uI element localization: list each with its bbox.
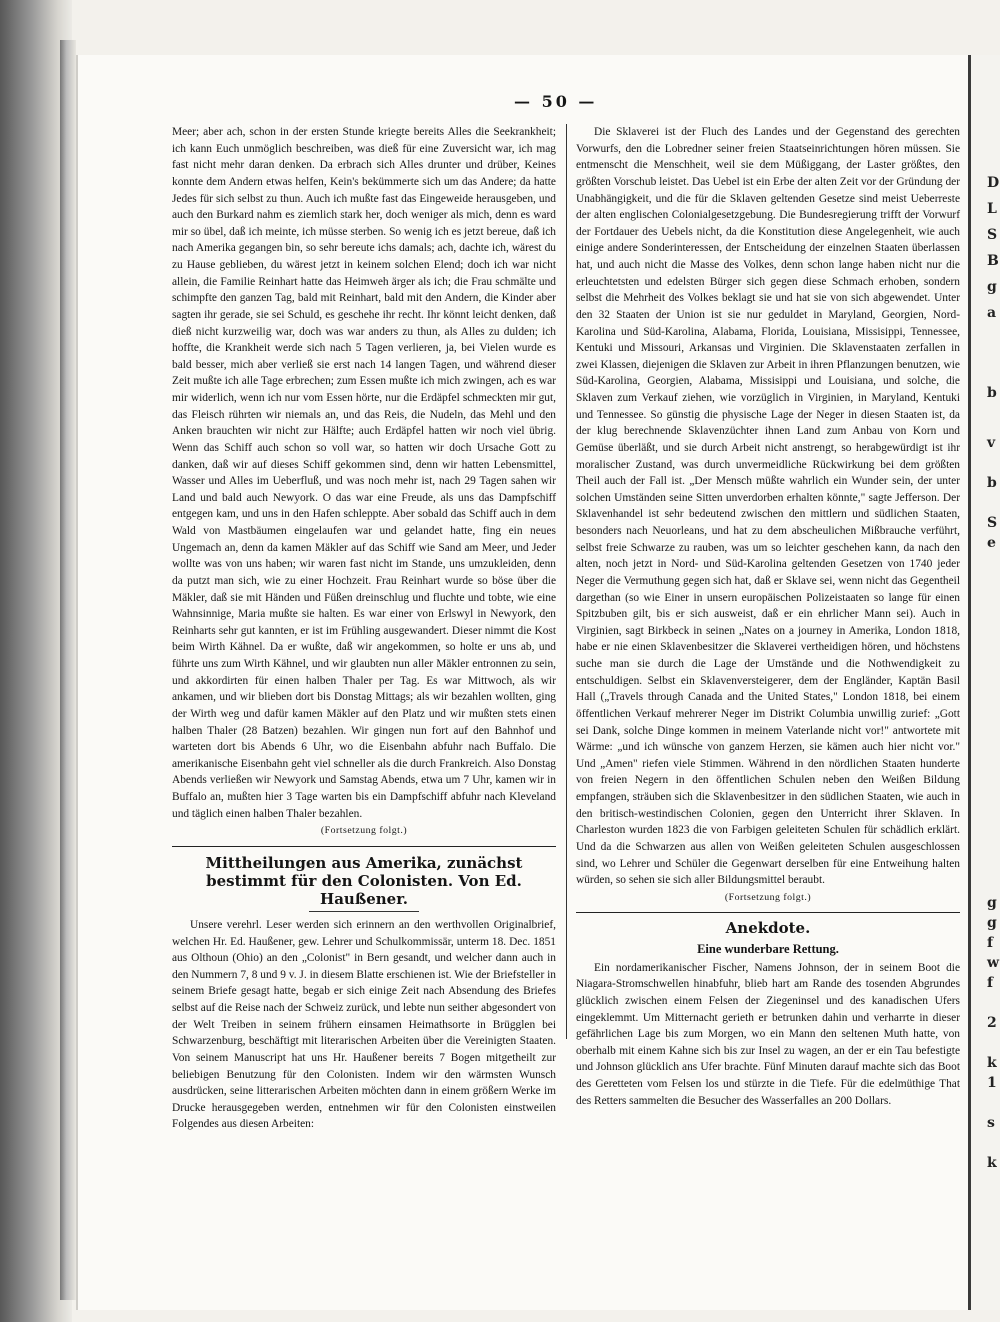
strip-letter: f bbox=[987, 975, 994, 991]
slavery-paragraph: Die Sklaverei ist der Fluch des Landes und der Gegenstand des gerechten Vorwurfs, den die Lobredner seiner freien Staatseinrichtungen hören müssen. Sie entmenscht die Menschheit, weil sie dem Müßiggang, der Laster größtes, den größten Vorschub leistet. Das Uebel ist ein Erbe der alten Zeit vor der Gründung der Unabhängigkeit, und die für die Sklaven geltenden Gesetze sind meist Ueberreste der alten englischen Colonialgesetzgebung. Die Bundesregierung trifft der Vorwurf der Fortdauer des Uebels nicht, da die Konstitution diese Angelegenheit, wie auch einige andere Sonderinteressen, der Entscheidung der einzelnen Staaten überlassen hat, und auch nicht die Masse des Volkes, denn schon lange haben nicht nur die erleuchtetsten und edelsten Bürger sich gegen diese Schmach erhoben, sondern selbst die Mehrheit des Volkes beklagt sie und hat sie von sich abgewendet. Unter den 32 Staaten der Union ist sie nur geduldet in Maryland, Georgien, Nord-Karolina und Süd-Karolina, Alabama, Florida, Louisiana, Missisippi, Tennessee, Kentuki und Missouri, Arkansas und Virginien. Die Sklavenstaaten zerfallen in zwei Klassen, diejenigen die Sklaven zur Arbeit in ihren Pflanzungen benutzen, wie Süd-Karolina, Georgien, Alabama, Missisippi und Louisiana, und solche, die Sklaven zum Verkauf ziehen, wie vorzüglich in Virginien, in Maryland, Kentuki und Tennessee. So günstig die physische Lage der Neger in diesen Staaten ist, da der klug berechnende Sklavenzüchter ihnen Land zum Anbau von Korn und Gemüse überläßt, und sie durch Arbeit nicht anstrengt, so herabgewürdigt ist ihr moralischer Zustand, was durch unvermeidliche Rückwirkung bei dem größten Theil auch der Fall ist. „Der Mensch müßte wahrlich ein Wunder sein, der unter solchen Umständen seine Sitten unverdorben erhalten könnte," sagte Jefferson. Der Sklavenhandel ist sehr bedeutend zwischen den mittlern und südlichen Staaten, besonders nach Neuorleans, und hat zu dem abscheulichen Mißbrauche verführt, selbst freie Schwarze zu rauben, was um so leichter geschehen kann, da nach den alten, noch jetzt in Nord- und Süd-Karolina geltenden Gesetzen von 1740 jeder Neger die Vermuthung gegen sich hat, daß er Sklave sei, wenn nicht das Gegentheil dargethan (so wie Einer in unsern europäischen Polizeistaaten so lange für einen Spitzbuben gilt, bis er sich ausweist, daß er ein ehrlicher Mann sei). Auch in Virginien, sagt Birkbeck in seinen „Nates on a journey in Amerika, London 1818, habe er nie einen Sklavenbesitzer die Sklaverei vertheidigen hören, und höchstens suche man sie durch die Lage der Umstände und die Nothwendigkeit zu entschuldigen. Selbst ein Sklavenversteigerer, dem der Engländer, Kaptän Basil Hall („Travels through Canada and the United States," London 1818, bei einem öffentlichen Verkauf mehrerer Neger im Distrikt Columbia unwillig zurief: „Gott sei Dank, solche Dinge kommen in meinem Vaterlande nicht vor!" antwortete mit Wärme: „und ich wünsche von ganzem Herzen, sie kämen auch hier nicht vor." Und „Amen" riefen viele Stimmen. Während in den nördlichen Staaten hunderte von freien Negern in den öffentlichen Schulen neben den Weißen Bildung empfangen, sträuben sich die Sklavenbesitzer in den südlichen Staaten, wie auch in den britisch-westindischen Colonien, gegen den Unterricht ihrer Sklaven. In Charleston wurden 1823 die von Farbigen geleiteten Schulen für schädlich erklärt. Und da die Schwarzen aus allen von Weißen geleiteten Schulen ausgeschlossen sind, wo Lehrer und Schüler die Gegenwart derselben für eine Entweihung halten würden, so sehen sie sich aller Bildungsmittel beraubt. bbox=[576, 126, 960, 887]
strip-letter: f bbox=[987, 935, 994, 951]
article-paragraph: Unsere verehrl. Leser werden sich erinnern an den werthvollen Originalbrief, welchen Hr. Ed. Haußener, gew. Lehrer und Schulkommissär, unterm 18. Dec. 1851 aus Olthoun (Ohio) an den „Colonist" in Bern gesandt, und welcher dann auch in den Nummern 7, 8 und 9 v. J. in diesem Blatte erschienen ist. Wie der Briefsteller in seinem Briefe gesagt hatte, begab er sich einige Zeit nach Absendung des Briefes selbst auf die Reise nach der Schweiz zurück, und lebte nun seither abgesondert von der Welt Treiben in seinem frühern einsamen Heimathsorte in Brügglen bei Schwarzenburg, beschäftigt mit literarischen Arbeiten über die Vereinigten Staaten. Von seinem Manuscript hat uns Hr. Haußener bereits 7 Bogen mitgetheilt zur beliebigen Benutzung für den Colonisten. Indem wir den wärmsten Wunsch ausdrücken, seine litterarischen Arbeiten möchten dann in einem größern Werke im Drucke herausgegeben werden, entnehmen wir für den Colonisten einstweilen Folgendes aus diesen Arbeiten: bbox=[172, 918, 556, 1131]
strip-letter: b bbox=[987, 385, 997, 401]
page-number: — 50 — bbox=[514, 92, 598, 111]
strip-letter: g bbox=[987, 915, 997, 931]
strip-letter: 2 bbox=[987, 1015, 997, 1031]
continuation-note: (Fortsetzung folgt.) bbox=[320, 825, 408, 837]
article-title: Mittheilungen aus Amerika, zunächst bestimmt für den Colonisten. Von Ed. Haußener. bbox=[205, 853, 523, 908]
continuation-note: (Fortsetzung folgt.) bbox=[724, 891, 812, 903]
strip-letter: k bbox=[987, 1055, 997, 1071]
strip-letter: D bbox=[987, 175, 1000, 191]
strip-letter: s bbox=[987, 1115, 995, 1131]
letter-paragraph: Meer; aber ach, schon in der ersten Stunde kriegte bereits Alles die Seekrankheit; ich kann Euch unmöglich beschreiben, was dieß für eine Zuversicht war, ich mag fast nicht mehr daran denken. Da erbrach sich Alles drunter und drüber, Keines konnte dem Andern etwas helfen, Kein's bekümmerte sich um das Andere; da hatte Jedes für sich selbst zu thun. Auch ich mußte fast das Eingeweide herausgeben, und auch den Burkard nahm es ziemlich stark her, doch weniger als mich, denn es ward mir so übel, daß ich meinte, ich müsse sterben. So wenig ich es jetzt bereue, daß ich nach Amerika gegangen bin, so sehr bereute ichs damals; ach, dachte ich, wärest du zu Hause geblieben, du wärest jetzt in keinem solchen Elend; doch ich war nicht allein, die Familie Reinhart hatte das Heimweh ärger als ich; die Frau schmälte und schimpfte den ganzen Tag, bald mit Reinhart, bald mit den Andern, die Kinder aber sagten ihr gerade, sie sei Schuld, es geschehe ihr recht. Ihr könnt leicht denken, daß dieß nicht kurzweilig war, doch was war anders zu thun, als Alles zu dulden; ich hoffte, die Krankheit werde sich nach 5 Tagen verlieren, ja, bei Vielen wurde es bald besser, mich aber verließ sie erst nach 14 langen Tagen, und während dieser Zeit mußte ich alle Tage erbrechen; zum Essen mußte ich mich zwingen, ach es war mir widerlich, wenn ich nur vom Essen hörte, nur die Erdäpfel schmeckten mir gut, das Fleisch rührten wir niemals an, und das Reis, die Nudeln, das Mehl und den Anken brauchten wir nicht zur Hälfte; auch Erdäpfel hatten wir noch viel übrig. Wenn das Schiff auch schon so voll war, so hatten wir doch Ursache Gott zu danken, daß wir auf dieses Schiff gekommen sind, denn wir hatten Lebensmittel, Wasser und Alles im Ueberfluß, und was noch mehr ist, nach 29 Tagen sahen wir Land und bald auch Newyork. O das war eine Freude, als uns das Dampfschiff entgegen kam, und uns in den Hafen schleppte. Aber sobald das Schiff auch in dem Wald von Mastbäumen eingelaufen war und gelandet hatte, fing ein neues Ungemach an, denn da kamen Mäkler auf das Schiff wie Sand am Meer, und Jeder wollte was von uns haben; wir waren fast nicht im Stande, uns umzukleiden, denn da putzt man sich, wie zu einer Hochzeit. Frau Reinhart wurde so böse über die Mäkler, daß sie mit Händen und Füßen dreinschlug und fluchte und tobte, wie eine Wahnsinnige, Maria mußte sie halten. Es war einer von Erlswyl in Newyork, den Reinharts sehr gut kannten, er ist im Frühling ausgewandert. Dieser nimmt die Kost beim Wirth Kähnel. Da er wußte, daß wir angekommen, so holte er uns ab, und führte uns zum Wirth Kähnel, und wir glaubten nun aller Mäkler entronnen zu sein, und akkordirten für einen halben Thaler per Tag. Es war Mittwoch, als wir ankamen, und wir blieben dort bis Donstag Mittags; als wir bezahlen wollten, ging der Wirth weg und dafür kamen Mäkler auf den Platz und wir mußten stets einen halben Thaler (28 Batzen) bezahlen. Wir gingen nun fort auf den Bahnhof und warteten dort bis Abends 6 Uhr, wo die Eisenbahn abfuhr nach Buffalo. Die amerikanische Eisenbahn geht viel schneller als die durch Frankreich. Also Donstag Abends verließen wir Newyork und Samstag Abends, etwa um 7 Uhr, kamen wir in Buffalo an, mußten hier 3 Tage warten bis ein Dampfschiff abfuhr nach Kleveland und täglich einen halben Thaler bezahlen. bbox=[172, 126, 556, 820]
right-column bbox=[576, 124, 960, 1109]
adjacent-page-strip bbox=[968, 55, 1000, 1310]
column-divider bbox=[566, 124, 567, 1039]
strip-letter: g bbox=[987, 279, 997, 295]
strip-letter: S bbox=[987, 515, 998, 531]
section-divider bbox=[576, 912, 960, 913]
anecdote-paragraph: Ein nordamerikanischer Fischer, Namens Johnson, der in seinem Boot die Niagara-Stromschwellen hinabfuhr, blieb hart am Rande des tosenden Abgrundes glücklich zwischen einem Felsen der Ziegeninsel und des kanadischen Ufers eingeklemmt. Um Mitternacht gerieth er betrunken dahin und verharrte in dieser gefährlichen Lage bis zum Morgen, wo ein Mann den seltenen Muth hatte, von oberhalb mit einem Kahne sich bis zur Insel zu wagen, an der er ein Tau befestigte und Johnson glücklich ans Ufer brachte. Fünf Minuten darauf machte sich das Boot des Geretteten vom Felsen los und stürzte in die Tiefe. Für die edelmüthige That des Retters sammelten die Besucher des Wasserfalles an 200 Dollars. bbox=[576, 961, 960, 1107]
strip-letter: g bbox=[987, 895, 997, 911]
strip-letter: S bbox=[987, 227, 998, 243]
strip-letter: a bbox=[987, 305, 997, 321]
strip-letter: b bbox=[987, 475, 997, 491]
page-edge bbox=[60, 40, 76, 1300]
left-column bbox=[172, 124, 556, 1133]
strip-letter: w bbox=[987, 955, 1000, 971]
section-divider bbox=[172, 846, 556, 847]
title-rule bbox=[309, 911, 419, 912]
anecdote-subtitle: Eine wunderbare Rettung. bbox=[697, 942, 839, 956]
strip-letter: e bbox=[987, 535, 996, 551]
strip-letter: k bbox=[987, 1155, 997, 1171]
strip-letter: B bbox=[987, 253, 999, 269]
strip-letter: v bbox=[987, 435, 996, 451]
anecdote-title: Anekdote. bbox=[725, 919, 811, 938]
strip-letter: L bbox=[987, 201, 997, 217]
strip-letter: 1 bbox=[987, 1075, 997, 1091]
